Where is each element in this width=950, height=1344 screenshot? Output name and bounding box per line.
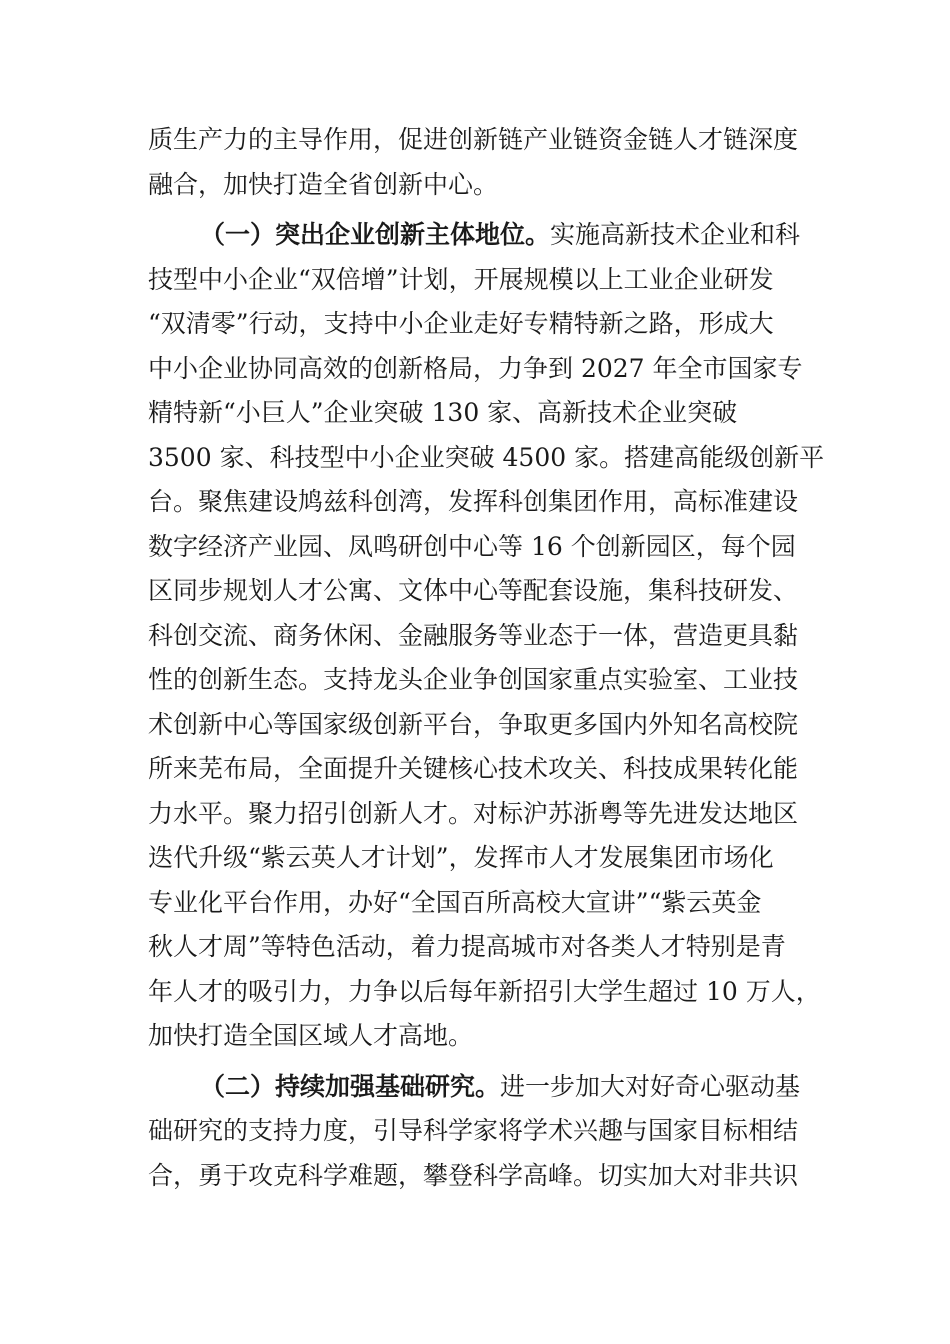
text-line: 3500 家、科技型中小企业突破 4500 家。搭建高能级创新平 — [148, 442, 825, 472]
text-line: 区同步规划人才公寓、文体中心等配套设施，集科技研发、 — [148, 576, 799, 605]
paragraph-first-line — [148, 213, 808, 258]
document-body — [148, 118, 825, 1198]
text-line: 数字经济产业园、凤鸣研创中心等 16 个创新园区，每个园 — [148, 531, 796, 561]
text-line: 精特新“小巨人”企业突破 130 家、高新技术企业突破 — [148, 398, 738, 427]
text-line: 秋人才周”等特色活动，着力提高城市对各类人才特别是青 — [148, 932, 786, 961]
paragraph-first-line — [148, 1065, 808, 1110]
text-span: 进一步加大对好奇心驱动基 — [500, 1071, 801, 1101]
text-line: 中小企业协同高效的创新格局，力争到 2027 年全市国家专 — [148, 353, 803, 383]
text-line: 专业化平台作用，办好“全国百所高校大宣讲”“紫云英金 — [148, 887, 762, 917]
text-line: 术创新中心等国家级创新平台，争取更多国内外知名高校院 — [148, 709, 799, 739]
text-line: 所来芜布局，全面提升关键核心技术攻关、科技成果转化能 — [148, 754, 799, 783]
text-line: 迭代升级“紫云英人才计划”，发挥市人才发展集团市场化 — [148, 843, 774, 872]
text-line: 力水平。聚力招引创新人才。对标沪苏浙粤等先进发达地区 — [148, 798, 799, 828]
text-line: 质生产力的主导作用，促进创新链产业链资金链人才链深度 — [148, 125, 799, 154]
text-line: 年人才的吸引力，力争以后每年新招引大学生超过 10 万人， — [148, 976, 821, 1006]
text-line: 加快打造全国区域人才高地。 — [148, 1021, 474, 1050]
text-span: 实施高新技术企业和科 — [550, 220, 801, 249]
section-heading: （二）持续加强基础研究。 — [200, 1071, 501, 1101]
text-line: 础研究的支持力度，引导科学家将学术兴趣与国家目标相结 — [148, 1116, 799, 1145]
text-line: 技型中小企业“双倍增”计划，开展规模以上工业企业研发 — [148, 264, 774, 294]
text-line: 融合，加快打造全省创新中心。 — [148, 169, 499, 199]
text-line: 性的创新生态。支持龙头企业争创国家重点实验室、工业技 — [148, 665, 799, 694]
text-line: 合，勇于攻克科学难题，攀登科学高峰。切实加大对非共识 — [148, 1160, 799, 1190]
text-line: “双清零”行动，支持中小企业走好专精特新之路，形成大 — [148, 309, 774, 338]
text-line: 科创交流、商务休闲、金融服务等业态于一体，营造更具黏 — [148, 620, 799, 650]
text-line: 台。聚焦建设鸠兹科创湾，发挥科创集团作用，高标准建设 — [148, 487, 799, 516]
section-heading: （一）突出企业创新主体地位。 — [200, 220, 551, 249]
